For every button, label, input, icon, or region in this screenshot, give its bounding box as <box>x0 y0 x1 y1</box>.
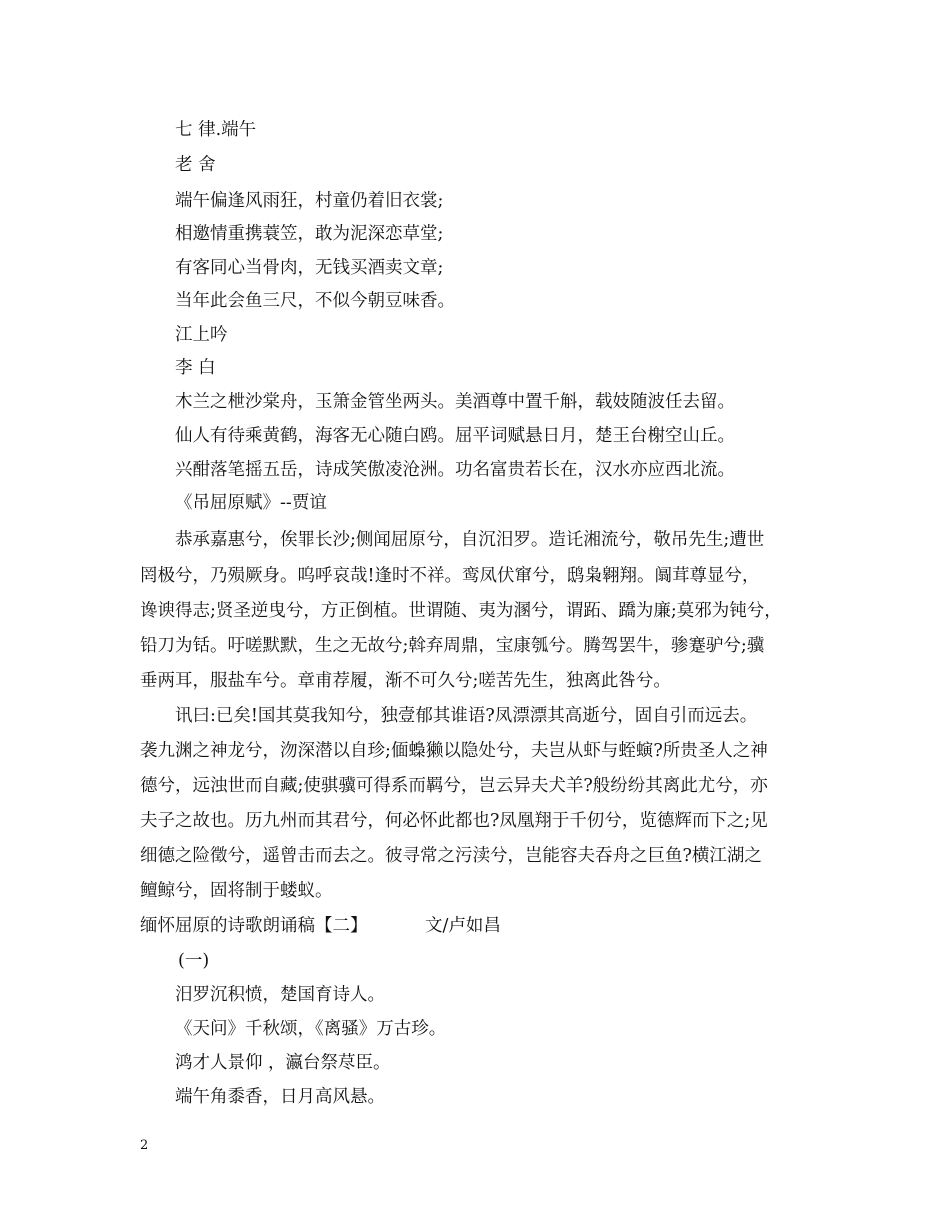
fu-title: 《吊屈原赋》--贾谊 <box>175 493 327 513</box>
fu-paragraph-line: 垂两耳，服盐车兮。章甫荐履，渐不可久兮;嗟苦先生，独离此咎兮。 <box>140 671 671 691</box>
fu-paragraph-line: 细德之险徵兮，遥曾击而去之。彼寻常之污渎兮，岂能容夫吞舟之巨鱼?横江湖之 <box>140 846 762 866</box>
poem-line: 汨罗沉积愤，楚国育诗人。 <box>175 985 385 1005</box>
poem-author: 李 白 <box>175 358 216 378</box>
section-heading: 缅怀屈原的诗歌朗诵稿【二】 <box>140 916 368 936</box>
poem-line: 有客同心当骨肉，无钱买酒卖文章; <box>175 258 444 278</box>
poem-title: 七 律.端午 <box>175 120 257 140</box>
poem-line: 仙人有待乘黄鹤，海客无心随白鸥。屈平词赋悬日月，楚王台榭空山丘。 <box>175 426 735 446</box>
poem-line: 鸿才人景仰 ，瀛台祭荩臣。 <box>175 1053 391 1073</box>
poem-line: 兴酣落笔摇五岳，诗成笑傲凌沧洲。功名富贵若长在，汉水亦应西北流。 <box>175 460 735 480</box>
poem-line: 当年此会鱼三尺，不似今朝豆味香。 <box>175 291 455 311</box>
fu-paragraph-line: 鳣鲸兮，固将制于蝼蚁。 <box>140 881 333 901</box>
fu-paragraph-line: 罔极兮，乃殒厥身。呜呼哀哉!逢时不祥。鸾凤伏窜兮，鸱枭翱翔。阘茸尊显兮， <box>140 566 760 586</box>
fu-paragraph-line: 谗谀得志;贤圣逆曳兮，方正倒植。世谓随、夷为溷兮，谓跖、蹻为廉;莫邪为钝兮， <box>140 601 782 621</box>
page-number: 2 <box>140 1138 149 1153</box>
byline: 文/卢如昌 <box>425 916 501 936</box>
poem-author: 老 舍 <box>175 155 216 175</box>
fu-paragraph-line: 恭承嘉惠兮，俟罪长沙;侧闻屈原兮，自沉汨罗。造讬湘流兮，敬吊先生;遭世 <box>175 530 765 550</box>
fu-paragraph-line: 德兮，远浊世而自藏;使骐骥可得系而羁兮，岂云异夫犬羊?般纷纷其离此尤兮，亦 <box>140 776 768 796</box>
poem-title: 江上吟 <box>175 325 228 345</box>
poem-line: 《天问》千秋颂，《离骚》万古珍。 <box>175 1019 447 1039</box>
poem-line: 端午偏逢风雨狂，村童仍着旧衣裳; <box>175 191 444 211</box>
poem-line: 端午角黍香，日月高风悬。 <box>175 1087 385 1107</box>
fu-paragraph-line: 讯曰:已矣!国其莫我知兮，独壹郁其谁语?凤漂漂其高逝兮，固自引而远去。 <box>175 706 758 726</box>
fu-paragraph-line: 铅刀为铦。吁嗟默默，生之无故兮;斡弃周鼎，宝康瓠兮。腾驾罢牛，骖蹇驴兮;骥 <box>140 636 765 656</box>
section-number: (一) <box>178 951 210 971</box>
poem-line: 木兰之枻沙棠舟，玉箫金管坐两头。美酒尊中置千斛，载妓随波任去留。 <box>175 392 735 412</box>
fu-paragraph-line: 袭九渊之神龙兮，沕深潜以自珍;偭蟂獭以隐处兮，夫岂从虾与蛭螾?所贵圣人之神 <box>140 741 768 761</box>
poem-line: 相邀情重携蓑笠，敢为泥深恋草堂; <box>175 224 444 244</box>
fu-paragraph-line: 夫子之故也。历九州而其君兮，何必怀此都也?凤凰翔于千仞兮，览德辉而下之;见 <box>140 811 768 831</box>
